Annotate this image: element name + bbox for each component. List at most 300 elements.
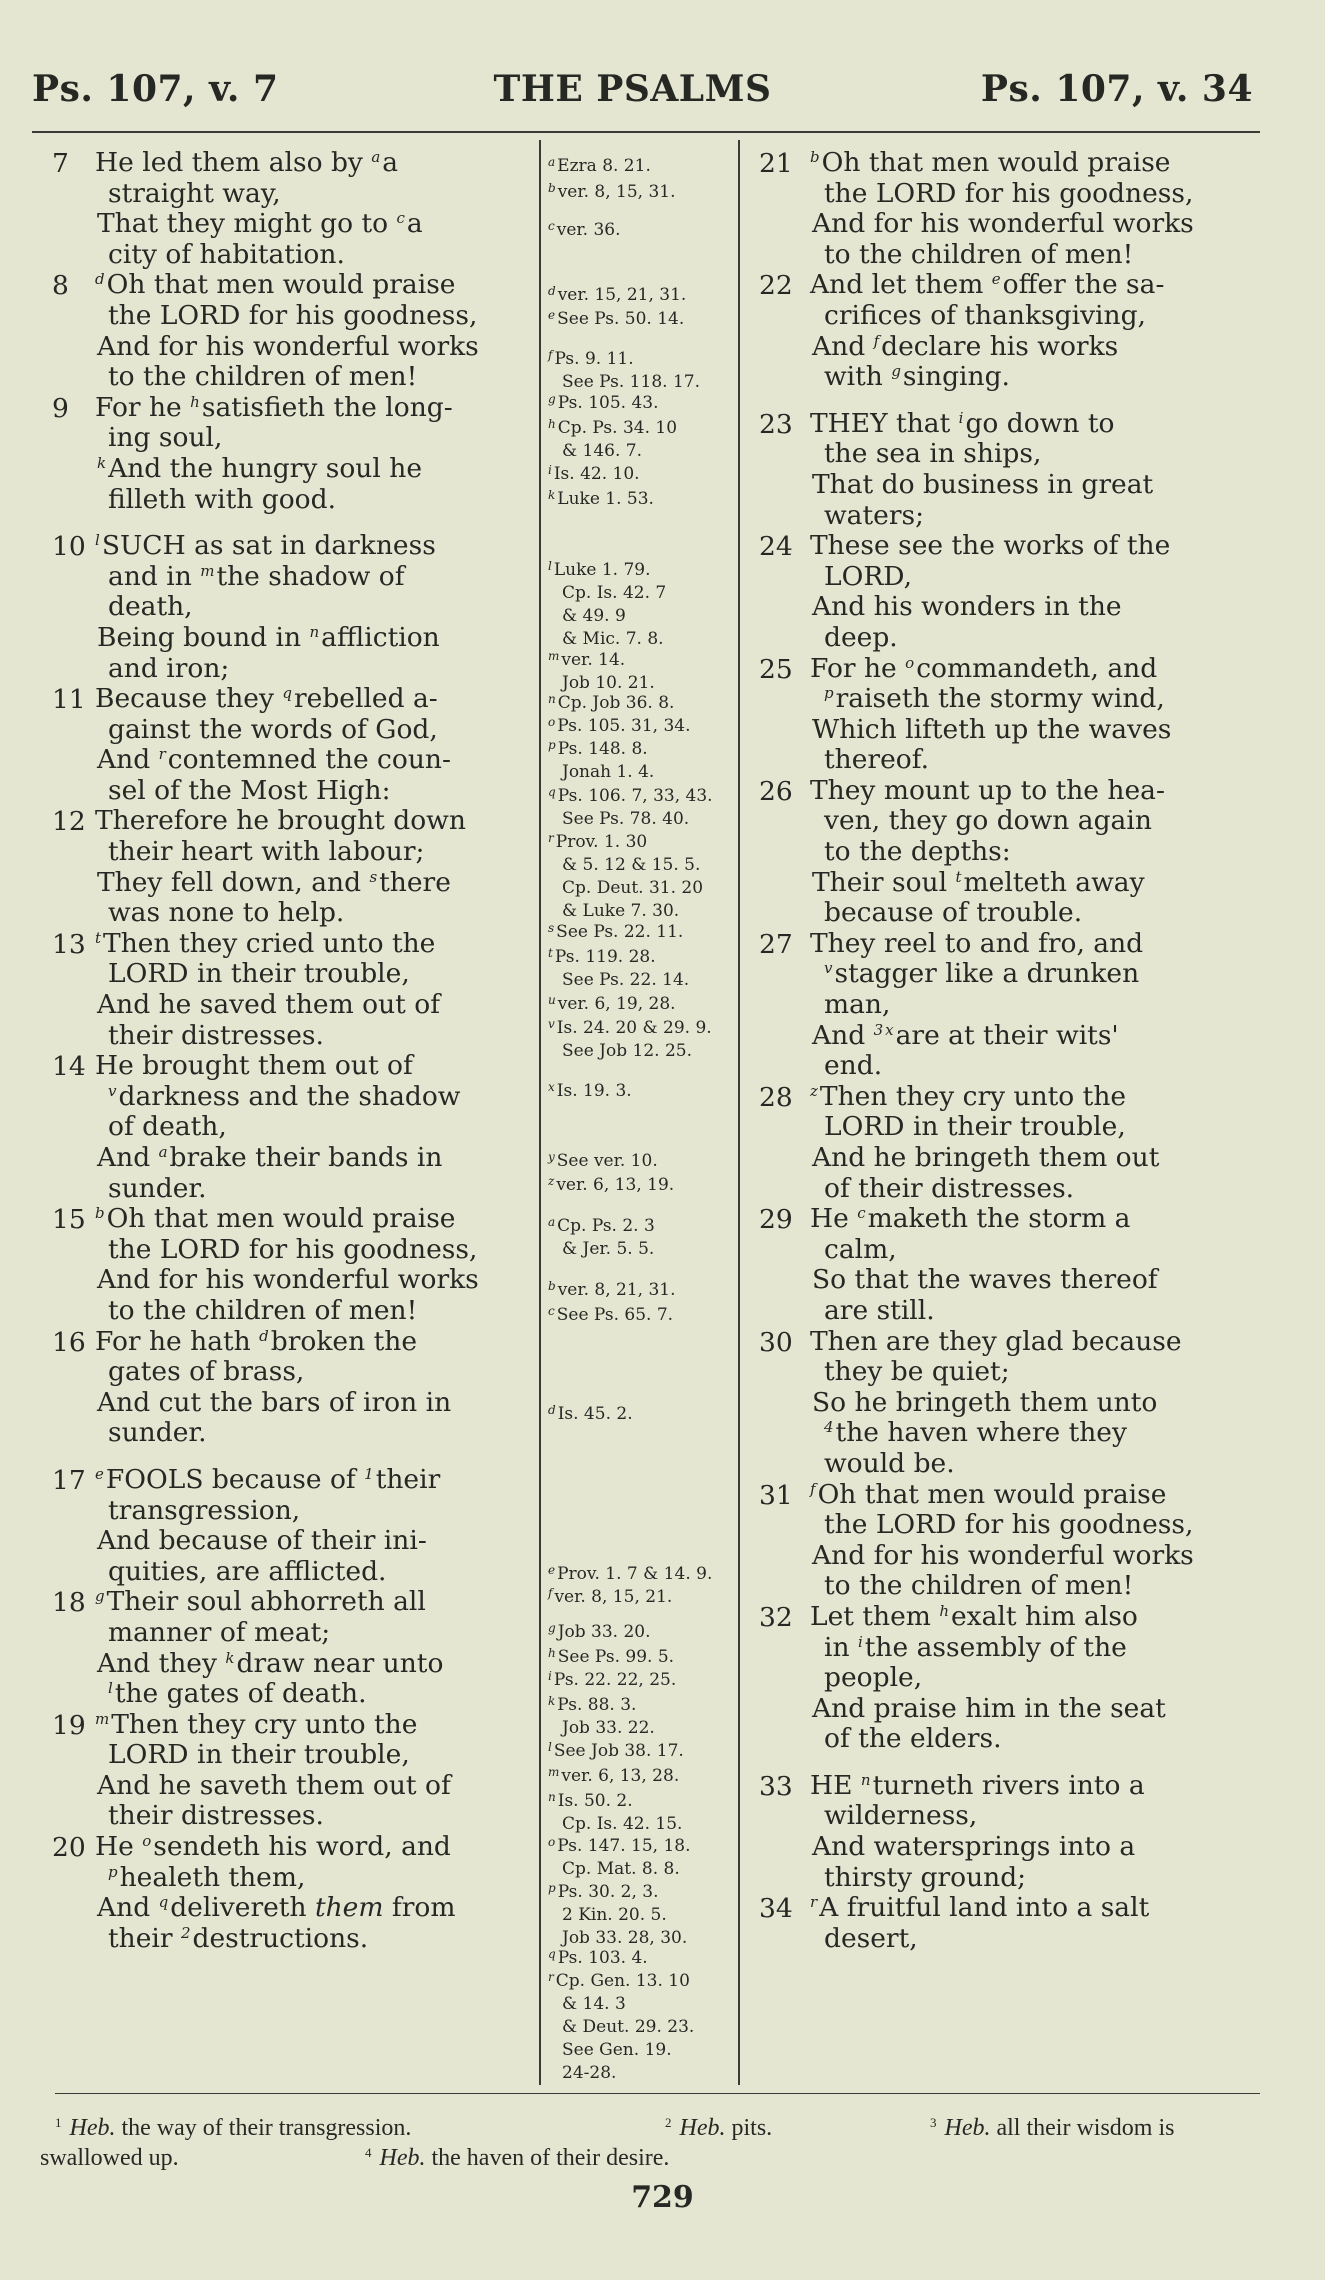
verse-line: $^l$SUCH as sat in darkness [95,530,436,562]
verse-line: thereof. [824,744,929,776]
verse [0,1204,540,1326]
verse-line: And $^a$brake their bands in [97,1142,443,1173]
verse-line: to the depths: [824,836,1011,868]
cross-reference [548,219,738,242]
verse [740,929,1280,1082]
reference-line: See Gen. 19. [562,2040,672,2060]
reference-line: $^h$ Cp. Ps. 34. 10 [548,417,678,438]
verse [740,1480,1280,1602]
reference-line: $^k$ Ps. 88. 3. [548,1694,637,1715]
reference-line: & 49. 9 [562,606,626,626]
verse [0,1587,540,1709]
reference-marker: p [548,738,556,752]
reference-marker: d [548,1403,556,1417]
page-number: 729 [631,2180,694,2215]
cross-reference [548,946,738,992]
verse-line: gainst the words of God, [108,713,438,745]
reference-marker: t [548,946,553,960]
reference-marker: f [873,331,880,350]
footnote: $^3$ Heb. all their wisdom is [930,2115,1175,2141]
verse-line: calm, [824,1233,897,1265]
reference-line: $^k$ Luke 1. 53. [548,488,654,509]
verse [0,684,540,806]
cross-reference [548,1740,738,1763]
verse [740,1204,1280,1326]
reference-line: $^r$ Prov. 1. 30 [548,831,648,852]
reference-line: See Job 12. 25. [562,1041,692,1061]
verse-line: These see the works of the [810,530,1171,562]
reference-marker: r [158,745,166,764]
verse-line: their distresses. [108,1019,324,1051]
reference-marker: c [396,209,405,228]
reference-marker: m [200,561,215,580]
verse-line: And let them $^e$offer the sa- [810,269,1165,301]
reference-line: Cp. Is. 42. 7 [562,583,667,603]
verse-line: For he $^o$commandeth, and [810,652,1158,684]
verse-line: their $^2$destructions. [108,1922,369,1954]
verse-line: So that the waves thereof [812,1264,1158,1296]
reference-marker: k [97,453,107,472]
verse-line: $^d$Oh that men would praise [95,269,456,301]
reference-line: $^g$ Ps. 105. 43. [548,392,659,413]
reference-marker: v [824,959,833,978]
verse-number: 22 [759,270,793,302]
verse-number: 16 [52,1326,86,1358]
footnote: $^2$ Heb. pits. [665,2115,773,2141]
verse-line: $^m$Then they cry unto the [95,1708,418,1740]
verse-number: 19 [52,1709,86,1741]
reference-marker: c [548,219,555,233]
verse-line: their distresses. [108,1800,324,1832]
reference-marker: h [939,1601,949,1620]
cross-reference [548,1835,738,1881]
verse-line: was none to help. [108,897,345,929]
footnote-abbrev: Heb. [373,2145,426,2171]
verse [740,1771,1280,1893]
verse-number: 11 [52,684,86,716]
reference-line: See Ps. 118. 17. [562,372,700,392]
verse-line: Which lifteth up the waves [812,713,1172,745]
reference-marker: x [548,1080,555,1094]
verse-number: 23 [759,408,793,440]
reference-line: $^s$ See Ps. 22. 11. [548,921,684,942]
verse-line: deep. [824,621,898,653]
reference-line: Job 10. 21. [562,673,655,693]
verse-number: 8 [52,270,69,302]
reference-marker: k [548,488,556,502]
verse-line: HE $^n$turneth rivers into a [810,1769,1145,1801]
reference-line: $^h$ See Ps. 99. 5. [548,1646,675,1667]
reference-marker: b [810,148,820,166]
reference-marker: e [548,308,556,322]
cross-reference [548,692,738,715]
reference-marker: s [369,867,378,886]
verse-line: of the elders. [824,1723,1002,1755]
verse-line: quities, are afflicted. [108,1555,387,1587]
reference-marker: 2 [180,1923,191,1942]
verse-line: sunder. [108,1172,207,1204]
verse-line: of death, [108,1111,227,1143]
section-gap [740,1755,1280,1771]
reference-marker: z [810,1081,818,1100]
cross-reference [548,308,738,331]
verse-line: They reel to and fro, and [810,927,1144,959]
reference-marker: e [95,1464,104,1483]
reference-marker: 4 [824,1418,834,1437]
footnote-number: 3 [930,2115,937,2130]
reference-line: $^v$ Is. 24. 20 & 29. 9. [548,1017,712,1038]
reference-marker: v [108,1081,117,1100]
reference-marker: i [857,1632,863,1651]
cross-reference [548,831,738,923]
verse-line: desert, [824,1922,918,1954]
verse-line: of their distresses. [824,1172,1075,1204]
verse-line: man, [824,989,891,1021]
verse-line: $^f$Oh that men would praise [810,1478,1167,1510]
verse-line: And they $^k$draw near unto [97,1647,444,1679]
footnote-rule [55,2093,1260,2094]
verse-number: 17 [52,1464,86,1496]
running-head-right: Ps. 107, v. 34 [980,68,1253,110]
footnote-number: 1 [55,2115,62,2130]
verse-line: $^p$healeth them, [108,1861,306,1893]
verse-line: $^v$darkness and the shadow [108,1080,461,1112]
verse-line: $^e$FOOLS because of $^1$their [95,1463,441,1495]
footnote-abbrev: Heb. [673,2115,726,2141]
verse-line: with $^g$singing. [824,361,1010,393]
verse-number: 12 [52,806,86,838]
verse-line: to the children of men! [108,361,418,393]
reference-marker: l [95,531,100,550]
verse-line: and in $^m$the shadow of [108,560,405,592]
verse [0,1832,540,1954]
reference-marker: g [548,392,556,406]
verse-line: straight way, [108,177,281,209]
verse-line: And $^q$delivereth them from [97,1892,456,1924]
verse [740,1327,1280,1480]
verse-number: 9 [52,392,69,424]
verse-line: And cut the bars of iron in [97,1386,452,1418]
verse-number: 7 [52,148,69,179]
verse-line: For he hath $^d$broken the [95,1325,417,1357]
cross-reference [548,1080,738,1103]
cross-reference [548,715,738,738]
reference-line: $^q$ Ps. 103. 4. [548,1947,648,1968]
verse-number: 24 [759,531,793,563]
verse-line: And for his wonderful works [812,1539,1194,1571]
cross-reference [548,1174,738,1197]
verse-line: the LORD for his goodness, [108,299,478,331]
verse [0,531,540,684]
verse-line: And for his wonderful works [812,208,1194,240]
verse-line: and iron; [108,652,230,684]
verse-line: manner of meat; [108,1616,331,1648]
reference-line: $^a$ Ezra 8. 21. [548,155,651,176]
cross-reference [548,181,738,204]
reference-marker: e [548,1563,556,1577]
verse-line: the sea in ships, [824,438,1042,470]
cross-reference [548,284,738,307]
verse-line: He $^o$sendeth his word, and [95,1831,451,1863]
verse-line: sunder. [108,1417,207,1449]
reference-marker: o [548,715,556,729]
verse-line: ing soul, [108,422,223,454]
reference-line: Cp. Mat. 8. 8. [562,1859,680,1879]
reference-line: Jonah 1. 4. [562,762,655,782]
reference-line: & Luke 7. 30. [562,901,680,921]
reference-marker: b [548,1279,556,1293]
reference-marker: o [142,1832,152,1851]
cross-reference [548,488,738,511]
verse-number: 27 [759,928,793,960]
cross-reference [548,559,738,651]
verse-number: 20 [52,1832,86,1864]
verse-line: would be. [824,1447,955,1479]
verse-line: That they might go to $^c$a [97,208,423,240]
reference-line: $^d$ Is. 45. 2. [548,1403,633,1424]
footnote-number: 4 [365,2145,372,2160]
reference-marker: p [824,684,834,703]
verse-line: death, [108,591,193,623]
cross-reference [548,1279,738,1302]
reference-marker: a [158,1143,168,1161]
verse-number: 15 [52,1204,86,1236]
verse-line: $^4$the haven where they [824,1417,1127,1449]
reference-marker: k [548,1694,556,1708]
reference-line: $^y$ See ver. 10. [548,1150,658,1171]
left-text-column [0,148,540,1954]
reference-marker: a [548,1215,556,1229]
verse-number: 14 [52,1051,86,1083]
verse-line: Being bound in $^n$affliction [97,621,440,653]
section-gap [0,1449,540,1465]
reference-marker: f [810,1479,816,1498]
verse [0,270,540,392]
reference-marker: t [95,928,102,947]
reference-line: $^d$ ver. 15, 21, 31. [548,284,687,305]
reference-marker: l [548,1740,552,1754]
running-head-title: THE PSALMS [493,68,772,110]
cross-reference [548,1017,738,1063]
reference-line: $^x$ Is. 19. 3. [548,1080,632,1101]
cross-reference [548,1563,738,1586]
verse-line: wilderness, [824,1800,978,1832]
verse-line: Their soul $^t$melteth away [812,866,1145,898]
reference-line: Job 33. 22. [562,1718,655,1738]
verse-line: to the children of men! [108,1294,418,1326]
verse-line: their heart with labour; [108,836,425,868]
verse-line: He $^c$maketh the storm a [810,1203,1131,1235]
verse-line: sel of the Most High: [108,774,391,806]
reference-marker: 3 [873,1020,884,1039]
reference-marker: r [548,831,554,845]
section-gap [740,393,1280,409]
verse-number: 18 [52,1587,86,1619]
reference-line: $^p$ Ps. 30. 2, 3. [548,1881,659,1902]
verse-line: $^g$Their soul abhorreth all [95,1586,426,1618]
verse-line: $^k$And the hungry soul he [97,452,423,484]
reference-marker: y [548,1150,555,1164]
verse-line: And for his wonderful works [97,1264,479,1296]
reference-line: $^t$ Ps. 119. 28. [548,946,656,967]
reference-line: $^c$ ver. 36. [548,219,621,240]
verse-line: He brought them out of [95,1050,413,1082]
reference-line: $^i$ Is. 42. 10. [548,463,640,484]
verse-number: 25 [759,653,793,685]
reference-line: & 5. 12 & 15. 5. [562,855,701,875]
cross-reference [548,1970,738,2085]
cross-reference [548,463,738,486]
reference-marker: a [548,155,556,169]
verse-line: $^z$Then they cry unto the [810,1080,1127,1112]
reference-marker: u [548,993,556,1007]
reference-marker: q [548,785,556,799]
verse-number: 21 [759,148,793,179]
verse-line: LORD in their trouble, [108,958,410,990]
reference-line: 2 Kin. 20. 5. [562,1905,667,1925]
verse [740,270,1280,392]
reference-marker: 1 [364,1464,374,1483]
reference-marker: q [158,1893,169,1912]
verse-line: And $^f$declare his works [812,330,1119,362]
italic-word: them [314,1892,384,1924]
reference-marker: b [548,181,556,195]
footnote-abbrev: Heb. [938,2115,991,2141]
verse-line: waters; [824,499,925,531]
verse-line: So he bringeth them unto [812,1386,1158,1418]
verse-line: thirsty ground; [824,1861,1027,1893]
verse-line: And praise him in the seat [812,1692,1166,1724]
reference-line: $^r$ Cp. Gen. 13. 10 [548,1970,690,1991]
reference-marker: n [309,622,320,641]
reference-line: $^z$ ver. 6, 13, 19. [548,1174,675,1195]
verse-line: For he $^h$satisfieth the long- [95,391,453,423]
verse-line: because of trouble. [824,897,1083,929]
reference-line: $^g$ Job 33. 20. [548,1621,651,1642]
cross-reference [548,649,738,695]
reference-marker: i [958,408,964,427]
cross-reference [548,1790,738,1836]
reference-marker: s [548,921,555,935]
verse-line: $^v$stagger like a drunken [824,958,1140,990]
verse-number: 29 [759,1204,793,1236]
reference-marker: x [885,1020,894,1039]
verse-line: THEY that $^i$go down to [810,407,1115,439]
verse-line: Therefore he brought down [95,805,466,837]
verse-line: They fell down, and $^s$there [97,866,451,898]
reference-marker: f [548,1586,553,1600]
cross-reference [548,1586,738,1609]
reference-marker: i [548,1669,552,1683]
verse-line: And $^3$ $^x$are at their wits' [812,1019,1119,1051]
cross-reference [548,785,738,831]
reference-marker: n [860,1770,871,1789]
verse [740,148,1280,270]
reference-marker: h [548,417,556,431]
cross-reference [548,1403,738,1426]
cross-reference [548,1646,738,1669]
reference-line: $^c$ See Ps. 65. 7. [548,1304,674,1325]
verse-line: LORD in their trouble, [824,1111,1126,1143]
reference-line: 24-28. [562,2063,617,2083]
reference-marker: e [991,270,1001,289]
reference-marker: c [548,1304,555,1318]
reference-line: Cp. Deut. 31. 20 [562,878,704,898]
reference-marker: k [225,1648,235,1667]
verse-line: $^t$Then they cried unto the [95,927,436,959]
reference-marker: o [905,653,915,672]
verse-line: are still. [824,1294,935,1326]
reference-marker: q [548,1947,556,1961]
verse-line: And $^r$contemned the coun- [97,744,451,776]
reference-line: $^m$ ver. 6, 13, 28. [548,1765,680,1786]
verse-line: $^b$Oh that men would praise [95,1203,456,1235]
section-gap [0,515,540,531]
verse-number: 30 [759,1326,793,1358]
header-rule [32,131,1260,133]
cross-reference [548,348,738,394]
reference-marker: r [810,1893,818,1912]
reference-marker: d [548,284,556,298]
reference-line: See Ps. 78. 40. [562,809,690,829]
verse-line: That do business in great [812,468,1154,500]
verse [0,1710,540,1832]
cross-reference [548,921,738,944]
verse-line: to the children of men! [824,1570,1134,1602]
verse [0,148,540,270]
verse-line: filleth with good. [108,483,337,515]
verse-line: to the children of men! [824,238,1134,270]
reference-marker: g [95,1587,105,1606]
reference-marker: l [548,559,552,573]
verse-line: $^l$the gates of death. [108,1678,367,1710]
right-text-column [740,148,1280,1954]
cross-reference [548,993,738,1016]
verse-line: And because of their ini- [97,1525,427,1557]
verse-line: people, [824,1662,923,1694]
verse-line: transgression, [108,1494,301,1526]
verse-line: $^p$raiseth the stormy wind, [824,683,1165,715]
verse-line: $^b$Oh that men would praise [810,147,1171,178]
verse-line: they be quiet; [824,1356,1010,1388]
verse-line: And for his wonderful works [97,330,479,362]
verse [740,1602,1280,1755]
reference-marker: b [95,1204,105,1223]
verse [740,1893,1280,1954]
reference-marker: q [282,684,292,703]
cross-reference [548,1669,738,1692]
reference-line: & Deut. 29. 23. [562,2017,695,2037]
cross-reference [548,1881,738,1950]
verse [0,806,540,928]
reference-marker: d [259,1326,269,1345]
verse [740,531,1280,653]
footnote-number: 2 [665,2115,672,2130]
verse [740,776,1280,929]
reference-marker: t [955,867,962,886]
verse [0,929,540,1051]
cross-reference [548,738,738,784]
reference-line: $^n$ Is. 50. 2. [548,1790,633,1811]
reference-line: $^b$ ver. 8, 15, 31. [548,181,676,202]
verse-line: LORD in their trouble, [108,1739,410,1771]
reference-marker: h [190,392,200,411]
verse-number: 26 [759,775,793,807]
reference-line: $^e$ See Ps. 50. 14. [548,308,685,329]
verse-line: in $^i$the assembly of the [824,1631,1127,1663]
verse [0,393,540,515]
verse-line: Because they $^q$rebelled a- [95,683,438,715]
